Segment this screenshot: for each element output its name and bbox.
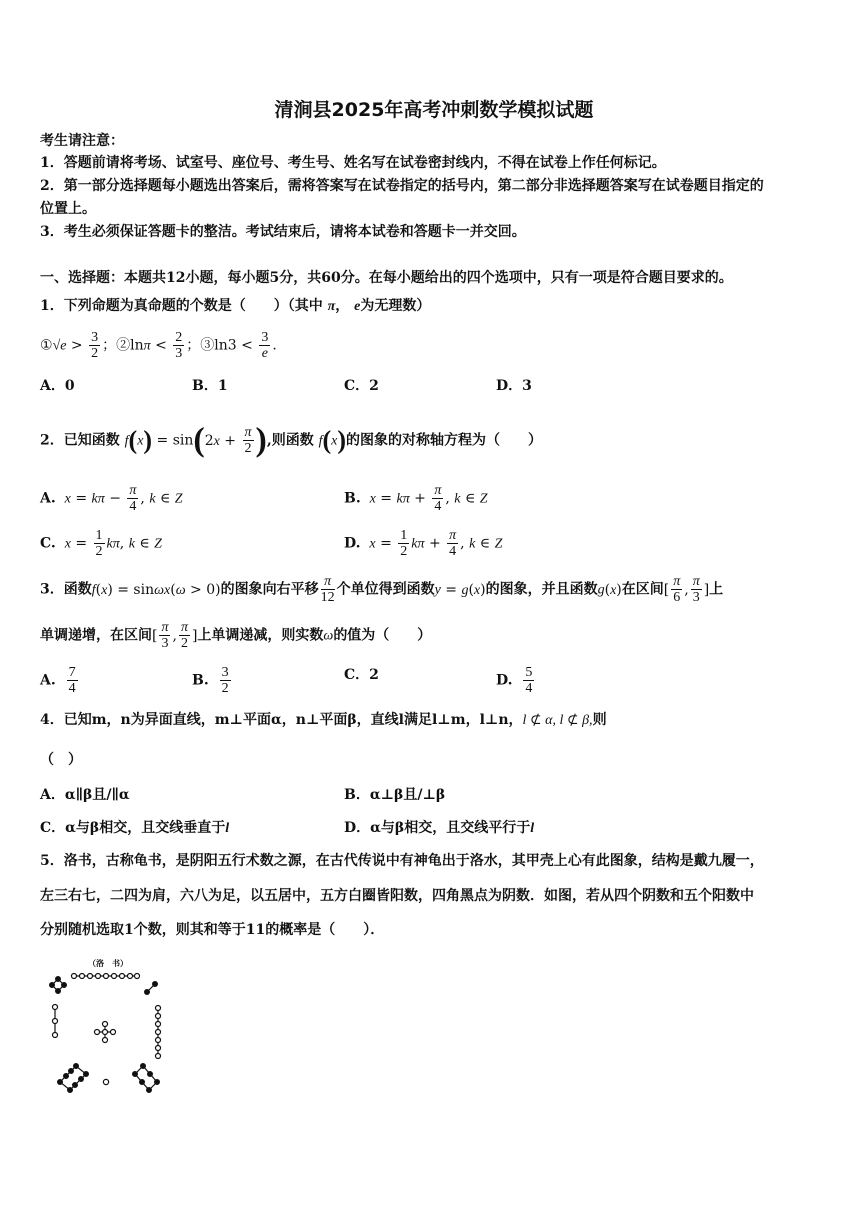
q3-option-a[interactable]: A. $\frac{7}{4}$ <box>40 665 76 696</box>
notice-heading: 考生请注意： <box>40 133 124 149</box>
notice-item: 位置上。 <box>40 201 96 217</box>
q4-option-b[interactable]: B．α⊥β且/⊥β <box>344 787 446 803</box>
notice-item: 1．答题前请将考场、试室号、座位号、考生号、姓名写在试卷密封线内，不得在试卷上作任何标记。 <box>40 155 666 171</box>
question-4-stem: 4．已知m，n为异面直线，m⊥平面α，n⊥平面β，直线l满足l⊥m，l⊥n，l ⊄ α, l ⊄ β,则 <box>40 712 607 728</box>
section-heading: 一、选择题：本题共12小题，每小题5分，共60分。在每小题给出的四个选项中，只有一项是符合题目要求的。 <box>40 270 733 286</box>
q4-option-d[interactable]: D．α与β相交，且交线平行于l <box>344 820 535 836</box>
q1-option-a[interactable]: A．0 <box>40 378 75 394</box>
e-symbol: e <box>354 299 361 314</box>
question-1-stem: 1．下列命题为真命题的个数是（ ）（其中 π， e为无理数） <box>40 298 431 314</box>
pi-symbol: π <box>327 299 336 314</box>
luoshu-figure <box>40 962 175 1097</box>
question-1-statements: ①√e > $\frac{3}{2}$ ；②lnπ < $\frac{2}{3}$ ；③ln3 < $\frac{3}{e}$ . <box>40 330 277 361</box>
q3-option-b[interactable]: B. $\frac{3}{2}$ <box>192 665 229 696</box>
question-3-stem-line1: 3．函数f(x) = sinωx(ω > 0)的图象向右平移 $\frac{\pi}{12}$ 个单位得到函数y = g(x)的图象，并且函数g(x)在区间[ $\frac{\pi}{6}$ , $\frac{\pi}{3}$ ]上 <box>40 574 724 605</box>
q4-option-a[interactable]: A．α∥β且/∥α <box>40 787 130 803</box>
page-title: 清涧县2025年高考冲刺数学模拟试题 <box>274 99 594 121</box>
q3-option-c[interactable]: C．2 <box>344 667 379 683</box>
q2-option-d[interactable]: D. x = $\frac{1}{2}$ kπ + $\frac{\pi}{4}$ , k ∈ Z <box>344 528 503 559</box>
q2-option-b[interactable]: B. x = kπ + $\frac{\pi}{4}$ , k ∈ Z <box>344 483 488 514</box>
figure-caption: （洛 书） <box>88 958 128 968</box>
q2-option-c[interactable]: C. x = $\frac{1}{2}$ kπ, k ∈ Z <box>40 528 162 559</box>
question-2-stem: 2．已知函数 f(x) = sin(2x + $\frac{\pi}{2}$ ),则函数 f(x)的图象的对称轴方程为（ ） <box>40 421 543 459</box>
question-5-line: 分别随机选取1个数，则其和等于11的概率是（ ）． <box>40 922 385 938</box>
q4-option-c[interactable]: C．α与β相交，且交线垂直于l <box>40 820 230 836</box>
q3-option-d[interactable]: D. $\frac{5}{4}$ <box>496 665 533 696</box>
question-5-line: 左三右七，二四为肩，六八为足，以五居中，五方白圈皆阳数，四角黑点为阴数．如图，若从四个阴数和五个阳数中 <box>40 888 754 904</box>
question-5-line: 5．洛书，古称龟书，是阴阳五行术数之源，在古代传说中有神龟出于洛水，其甲壳上心有此图象，结构是戴九履一， <box>40 853 764 869</box>
q1-option-c[interactable]: C．2 <box>344 378 379 394</box>
q1-option-b[interactable]: B．1 <box>192 378 228 394</box>
notice-item: 2．第一部分选择题每小题选出答案后，需将答案写在试卷指定的括号内，第二部分非选择题答案写在试卷题目指定的 <box>40 178 764 194</box>
q2-option-a[interactable]: A. x = kπ − $\frac{\pi}{4}$ , k ∈ Z <box>40 483 183 514</box>
notice-item: 3．考生必须保证答题卡的整洁。考试结束后，请将本试卷和答题卡一并交回。 <box>40 224 526 240</box>
question-4-paren: （ ） <box>40 752 82 768</box>
q1-option-d[interactable]: D．3 <box>496 378 532 394</box>
question-3-stem-line2: 单调递增，在区间[ $\frac{\pi}{3}$ , $\frac{\pi}{2}$ ]上单调递减，则实数ω的值为（ ） <box>40 620 432 651</box>
